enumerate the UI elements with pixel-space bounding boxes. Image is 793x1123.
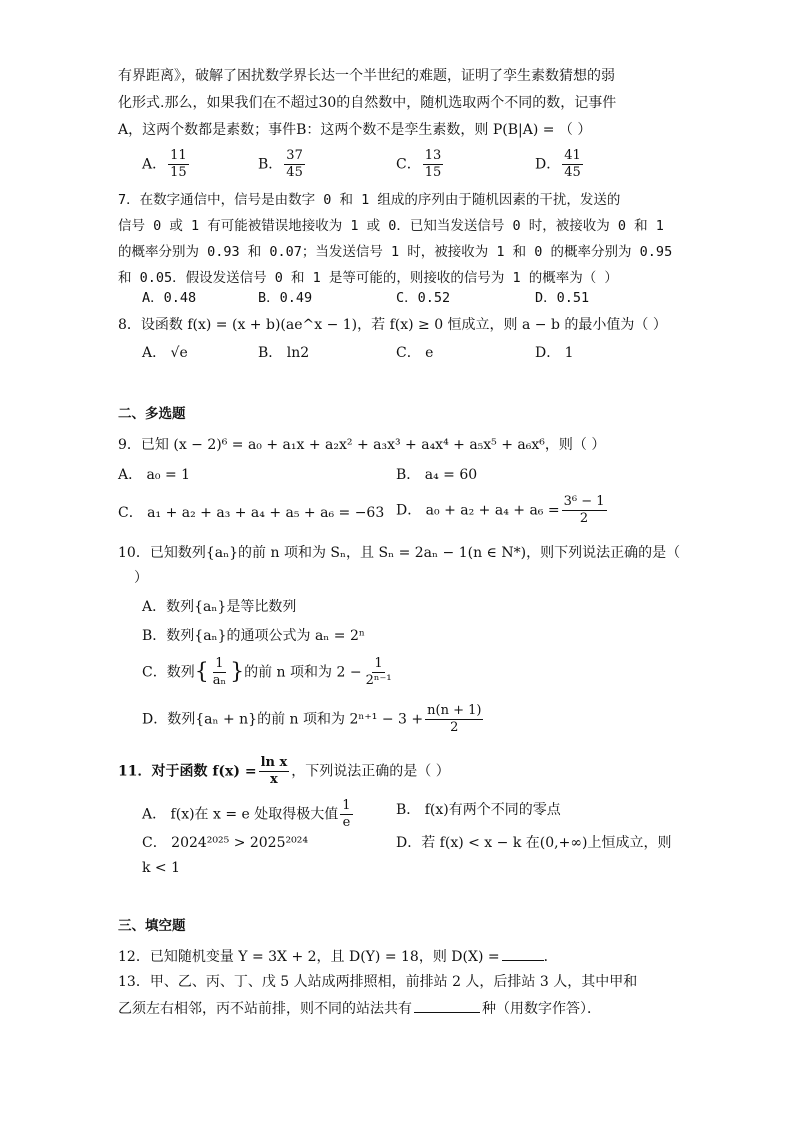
q10-c-fraction: [211, 656, 228, 689]
q9-stem: 9．已知 (x − 2)⁶ = a₀ + a₁x + a₂x² + a₃x³ + a₄x⁴ + a₅x⁵ + a₆x⁶，则（ ）: [118, 437, 606, 453]
q10-option-a: A．数列{aₙ}是等比数列: [142, 599, 297, 615]
q6-a-letter: A．: [142, 156, 167, 173]
q6-d-den: 45: [564, 165, 581, 180]
q6-b-num: 37: [286, 148, 303, 163]
q13-line-2: [118, 998, 601, 1019]
q6-d-fraction: [562, 148, 583, 181]
q6-d-num: 41: [564, 148, 581, 163]
q6-b-letter: B．: [258, 156, 283, 173]
q12-stem: [118, 946, 558, 967]
q10-c-prefix: C．数列: [142, 664, 195, 681]
intro-line-3: A，这两个数都是素数；事件B：这两个数不是孪生素数，则 P(B|A) = （ ）: [118, 122, 592, 138]
q13-line-1: 13．甲、乙、丙、丁、戊 5 人站成两排照相，前排站 2 人，后排站 3 人，其中甲和: [118, 974, 638, 990]
q11-a-den: e: [342, 815, 351, 830]
q7-line-1: 7．在数字通信中，信号是由数字 0 和 1 组成的序列由于随机因素的干扰，发送的: [118, 192, 621, 208]
q11-stem-suffix: ，下列说法正确的是（ ）: [291, 763, 450, 780]
q11-option-d: D．若 f(x) < x − k 在(0,+∞)上恒成立，则: [396, 835, 672, 851]
section-fill-in-heading: 三、填空题: [118, 918, 186, 934]
q10-c-suffix: 的前 n 项和为 2 −: [244, 664, 362, 681]
q8-stem: 8．设函数 f(x) = (x + b)(ae^x − 1)，若 f(x) ≥ 0 恒成立，则 a − b 的最小值为（ ）: [118, 317, 667, 333]
q10-d-num: n(n + 1): [427, 703, 482, 718]
q11-stem: [118, 755, 450, 788]
intro-line-2: 化形式.那么，如果我们在不超过30的自然数中，随机选取两个不同的数，记事件: [118, 95, 617, 111]
q7-line-4: 和 0.05．假设发送信号 0 和 1 是等可能的，则接收的信号为 1 的概率为（ ）: [118, 270, 618, 286]
q9-option-d: [396, 494, 609, 527]
q11-a-num: 1: [342, 798, 351, 813]
q10-option-d: [142, 703, 485, 736]
q9-option-c: C． a₁ + a₂ + a₃ + a₄ + a₅ + a₆ = −63: [118, 505, 385, 521]
q7-option-c: C．0.52: [396, 290, 451, 306]
q6-a-num: 11: [170, 148, 187, 163]
q9-option-a: A． a₀ = 1: [118, 467, 191, 483]
q11-option-a: [142, 798, 355, 831]
q10-c-num: 1: [215, 656, 224, 671]
right-brace-icon: }: [230, 659, 245, 685]
q9-d-prefix: D． a₀ + a₂ + a₄ + a₆ =: [396, 502, 560, 519]
q6-c-letter: C．: [396, 156, 421, 173]
q6-option-c: [396, 148, 445, 181]
q10-d-den: 2: [450, 720, 459, 735]
q8-option-d: D． 1: [535, 345, 574, 361]
q6-option-d: [535, 148, 585, 181]
q12-answer-blank[interactable]: [502, 946, 544, 961]
q13-suffix: 种（用数字作答）．: [482, 1001, 601, 1017]
q6-c-den: 15: [424, 165, 442, 180]
q8-option-b: B． ln2: [258, 345, 310, 361]
left-brace-icon: {: [194, 659, 209, 685]
q6-option-b: [258, 148, 307, 181]
q10-c-sum-fraction: [364, 656, 394, 689]
q11-stem-prefix: 11．对于函数 f(x) =: [118, 763, 257, 780]
q9-d-den: 2: [579, 511, 589, 526]
q8-option-a: A． √e: [142, 345, 188, 361]
q9-d-fraction: [562, 494, 607, 527]
q6-b-fraction: [284, 148, 305, 181]
q11-den: x: [270, 772, 278, 787]
q13-answer-blank[interactable]: [414, 998, 480, 1013]
q10-d-fraction: [425, 703, 483, 736]
q7-line-2: 信号 0 或 1 有可能被错误地接收为 1 或 0．已知当发送信号 0 时，被接收为 0 和 1: [118, 218, 664, 234]
q6-option-a: [142, 148, 191, 181]
q11-option-d-continued: k < 1: [142, 860, 181, 876]
q7-line-3: 的概率分别为 0.93 和 0.07；当发送信号 1 时，被接收为 1 和 0 的概率分别为 0.95: [118, 244, 673, 260]
q10-option-b: B．数列{aₙ}的通项公式为 aₙ = 2ⁿ: [142, 628, 365, 644]
q12-prefix: 12．已知随机变量 Y = 3X + 2，且 D(Y) = 18，则 D(X) =: [118, 949, 500, 965]
q10-c-den: aₙ: [212, 673, 227, 688]
q10-c-sum-num: 1: [374, 656, 383, 671]
q10-option-c: [142, 656, 396, 689]
q7-option-a: A．0.48: [142, 290, 197, 306]
q13-prefix: 乙须左右相邻，丙不站前排，则不同的站法共有: [118, 1001, 412, 1017]
q11-num: ln x: [260, 755, 288, 770]
q10-stem: 10．已知数列{aₙ}的前 n 项和为 Sₙ，且 Sₙ = 2aₙ − 1(n ∈ N*)，则下列说法正确的是（: [118, 545, 681, 561]
q6-d-letter: D．: [535, 156, 561, 173]
q11-a-fraction: [340, 798, 352, 831]
q8-option-c: C． e: [396, 345, 434, 361]
q10-d-prefix: D．数列{aₙ + n}的前 n 项和为 2ⁿ⁺¹ − 3 +: [142, 711, 424, 728]
q12-suffix: ．: [543, 949, 558, 965]
q11-a-prefix: A． f(x)在 x = e 处取得极大值: [142, 806, 339, 823]
q6-c-fraction: [423, 148, 444, 181]
q6-a-fraction: [168, 148, 189, 181]
intro-line-1: 有界距离》，破解了困扰数学界长达一个半世纪的难题，证明了孪生素数猜想的弱: [118, 68, 615, 84]
q6-b-den: 45: [286, 165, 303, 180]
q7-option-d: D．0.51: [535, 290, 590, 306]
q9-d-num: 3⁶ − 1: [563, 494, 605, 509]
q10-stem-end: ）: [134, 570, 148, 586]
q9-option-b: B． a₄ = 60: [396, 467, 478, 483]
q11-option-b: B． f(x)有两个不同的零点: [396, 802, 561, 818]
q11-function-fraction: [259, 755, 290, 788]
q11-option-c: C． 2024²⁰²⁵ > 2025²⁰²⁴: [142, 835, 308, 851]
q6-c-num: 13: [424, 148, 442, 163]
q7-option-b: B．0.49: [258, 290, 313, 306]
section-multiple-choice-heading: 二、多选题: [118, 406, 186, 422]
q6-a-den: 15: [170, 165, 187, 180]
q10-c-sum-den: 2ⁿ⁻¹: [365, 673, 392, 688]
